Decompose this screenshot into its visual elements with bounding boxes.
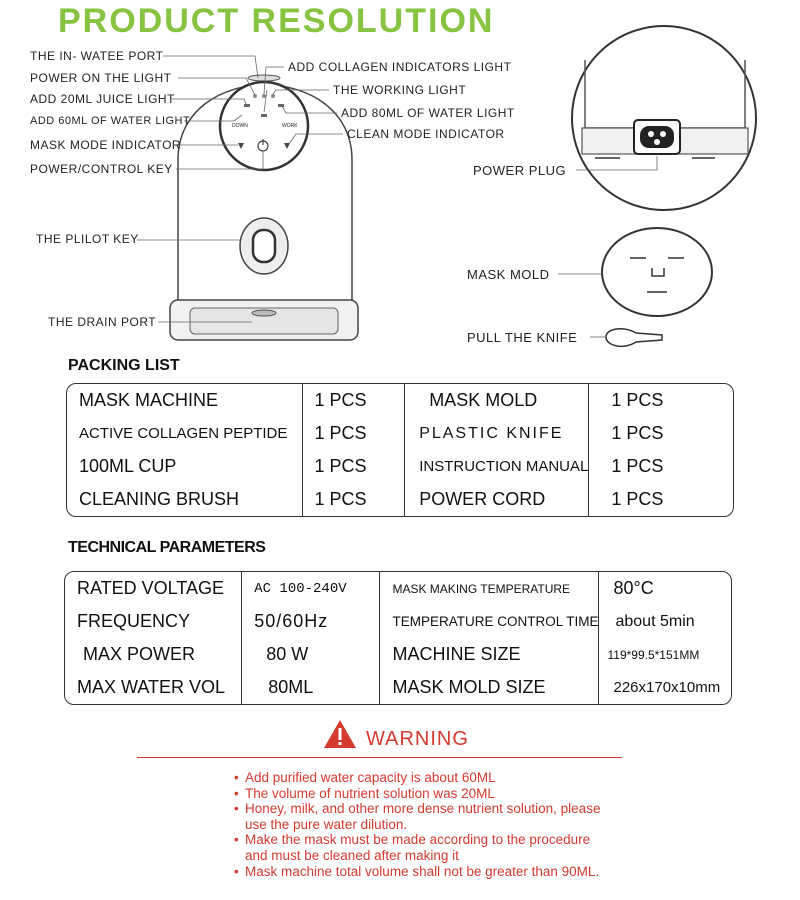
param-value: 80°C: [613, 578, 654, 598]
packing-qty: 1 PCS: [303, 483, 406, 516]
indicator-dot: [244, 104, 250, 107]
working-light: [261, 114, 267, 117]
indicator-dot: [271, 94, 275, 98]
technical-parameters-table: [64, 571, 732, 705]
label-drain-port: THE DRAIN PORT: [48, 315, 157, 329]
table-row: [67, 483, 733, 516]
packing-item: MASK MACHINE: [67, 384, 303, 417]
technical-parameters-heading: TECHNICAL PARAMETERS: [68, 539, 266, 556]
label-power-control-key: POWER/CONTROL KEY: [30, 162, 173, 176]
param-value: 80 W: [242, 638, 380, 671]
power-plug-zoom: [572, 26, 756, 210]
table-row: [67, 450, 733, 483]
packing-qty: 1 PCS: [303, 384, 406, 417]
indicator-dot: [278, 104, 284, 107]
label-power-plug: POWER PLUG: [473, 163, 567, 178]
panel-label-work: WORK: [282, 123, 298, 129]
warning-item: • Honey, milk, and other more dense nutrient solution, please use the pure water dilution.: [234, 801, 601, 832]
packing-qty: 1 PCS: [611, 456, 664, 476]
warning-item: • Mask machine total volume shall not be greater than 90ML.: [234, 863, 600, 879]
packing-item: INSTRUCTION MANUAL: [405, 450, 589, 483]
warning-list: [234, 770, 614, 879]
packing-list-table: [66, 383, 734, 517]
label-mask-mold: MASK MOLD: [467, 267, 550, 282]
table-row: [65, 671, 731, 704]
param-name: TEMPERATURE CONTROL TIME: [380, 605, 599, 638]
param-name: MACHINE SIZE: [380, 638, 599, 671]
pilot-key-window: [253, 230, 275, 262]
packing-item: MASK MOLD: [405, 384, 589, 417]
label-pilot-key: THE PLILOT KEY: [36, 232, 139, 246]
param-value: 119*99.5*151MM: [607, 647, 700, 662]
warning-item: • Make the mask must be made according to the procedure and must be cleaned after making it: [234, 832, 591, 863]
table-row: [65, 638, 731, 671]
label-clean-mode: CLEAN MODE INDICATOR: [347, 127, 505, 141]
packing-item: PLASTIC KNIFE: [405, 417, 589, 450]
packing-item: ACTIVE COLLAGEN PEPTIDE: [67, 417, 303, 450]
param-name: RATED VOLTAGE: [65, 572, 242, 605]
table-row: [67, 384, 733, 417]
warning-heading: WARNING: [366, 728, 469, 750]
param-name: FREQUENCY: [65, 605, 242, 638]
table-row: [65, 605, 731, 638]
packing-qty: 1 PCS: [611, 423, 664, 443]
label-pull-knife: PULL THE KNIFE: [467, 330, 578, 345]
label-mask-mode: MASK MODE INDICATOR: [30, 138, 182, 152]
drain-port: [252, 310, 276, 316]
label-working-light: THE WORKING LIGHT: [333, 83, 467, 97]
label-add-20ml-juice: ADD 20ML JUICE LIGHT: [30, 92, 175, 106]
param-name: MAX POWER: [65, 638, 242, 671]
param-value: 226x170x10mm: [613, 679, 721, 696]
warning-item: • The volume of nutrient solution was 20ML: [234, 785, 495, 801]
inlet-port: [248, 75, 280, 81]
label-power-on-light: POWER ON THE LIGHT: [30, 71, 172, 85]
panel-label-down: DOWN: [232, 123, 248, 129]
param-value: 50/60Hz: [242, 605, 380, 638]
label-inlet-port: THE IN- WATEE PORT: [30, 49, 164, 63]
packing-qty: 1 PCS: [611, 390, 664, 410]
packing-item: CLEANING BRUSH: [67, 483, 303, 516]
param-value: about 5min: [615, 612, 695, 630]
packing-item: POWER CORD: [405, 483, 589, 516]
packing-item: 100ML CUP: [67, 450, 303, 483]
param-value: 80ML: [242, 671, 380, 704]
packing-qty: 1 PCS: [611, 489, 664, 509]
param-name: MASK MAKING TEMPERATURE: [380, 572, 599, 605]
param-name: MASK MOLD SIZE: [380, 671, 599, 704]
plastic-knife: [606, 329, 662, 347]
warning-divider: [137, 757, 622, 758]
warning-item: • Add purified water capacity is about 60ML: [234, 770, 496, 785]
table-row: [67, 417, 733, 450]
page-title: PRODUCT RESOLUTION: [58, 2, 495, 40]
packing-qty: 1 PCS: [303, 450, 406, 483]
label-add-collagen: ADD COLLAGEN INDICATORS LIGHT: [288, 60, 512, 74]
table-row: [65, 572, 731, 605]
indicator-dot: [262, 94, 266, 98]
packing-list-heading: PACKING LIST: [68, 357, 180, 374]
packing-qty: 1 PCS: [303, 417, 406, 450]
label-add-80ml-water: ADD 80ML OF WATER LIGHT: [341, 106, 515, 120]
param-value: AC 100-240V: [242, 572, 380, 605]
mask-mold: [602, 228, 712, 316]
label-add-60ml-water: ADD 60ML OF WATER LIGHT: [30, 115, 191, 127]
param-name: MAX WATER VOL: [65, 671, 242, 704]
